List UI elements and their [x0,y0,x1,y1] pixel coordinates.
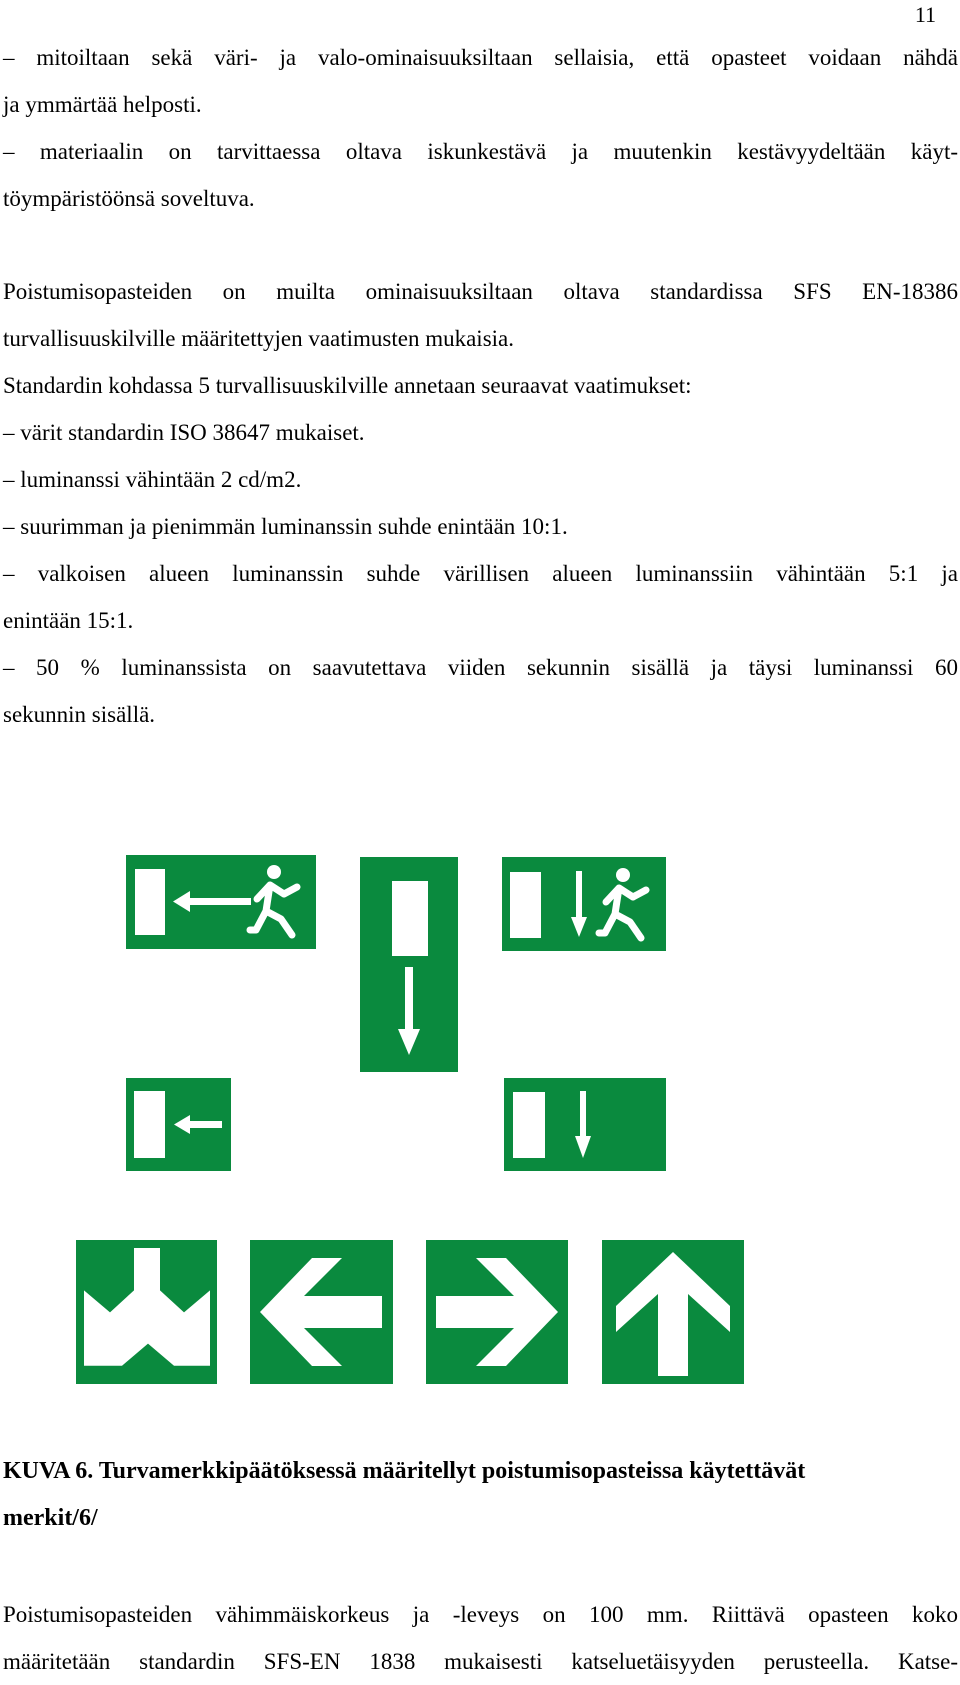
body-text-top [3,34,958,738]
door-icon [135,869,165,935]
door-icon [510,872,541,938]
text-line: määritetään standardin SFS-EN 1838 mukaisesti katseluetäisyyden perusteella. Katse- [3,1649,958,1674]
text-line: Standardin kohdassa 5 turvallisuuskilville annetaan seuraavat vaatimukset: [3,373,692,398]
exit-door-down-arrow-sign [504,1078,666,1171]
text-line: sekunnin sisällä. [3,702,156,727]
text-line: enintään 15:1. [3,608,134,633]
direction-up-arrow-sign [602,1240,744,1384]
text-line: – mitoiltaan sekä väri- ja valo-ominaisuuksiltaan sellaisia, että opasteet voidaan nähdä [3,45,958,70]
caption-line: KUVA 6. Turvamerkkipäätöksessä määritellyt poistumisopasteissa käytettävät [3,1458,806,1484]
list-item: – suurimman ja pienimmän luminanssin suhde enintään 10:1. [3,514,568,539]
list-item: – värit standardin ISO 38647 mukaiset. [3,420,365,445]
text-line: – materiaalin on tarvittaessa oltava iskunkestävä ja muutenkin kestävyydeltään käyt- [3,139,958,164]
direction-down-arrow-sign [76,1240,217,1384]
text-line: ja ymmärtää helposti. [3,92,202,117]
exit-door-left-arrow-running-man-sign [126,855,316,949]
list-item: – luminanssi vähintään 2 cd/m2. [3,467,302,492]
list-item: – valkoisen alueen luminanssin suhde värillisen alueen luminanssiin vähintään 5:1 ja [3,561,958,586]
caption-line: merkit/6/ [3,1505,98,1531]
door-icon [392,881,428,956]
body-text-bottom [3,1591,958,1685]
figure-caption [3,1448,958,1542]
direction-left-arrow-sign [250,1240,393,1384]
page-number: 11 [914,2,936,27]
text-line: Poistumisopasteiden vähimmäiskorkeus ja -leveys on 100 mm. Riittävä opasteen koko [3,1602,958,1627]
exit-door-left-arrow-sign [126,1078,231,1171]
list-item: – 50 % luminanssista on saavutettava viiden sekunnin sisällä ja täysi luminanssi 60 [3,655,958,680]
door-icon [513,1092,545,1158]
exit-door-down-arrow-running-man-sign [502,857,666,951]
text-line: turvallisuuskilville määritettyjen vaatimusten mukaisia. [3,326,514,351]
exit-door-down-arrow-tall-sign [360,857,458,1072]
text-line: töympäristöönsä soveltuva. [3,186,255,211]
text-line: Poistumisopasteiden on muilta ominaisuuksiltaan oltava standardissa SFS EN-18386 [3,279,958,304]
door-icon [134,1091,165,1158]
direction-right-arrow-sign [426,1240,568,1384]
